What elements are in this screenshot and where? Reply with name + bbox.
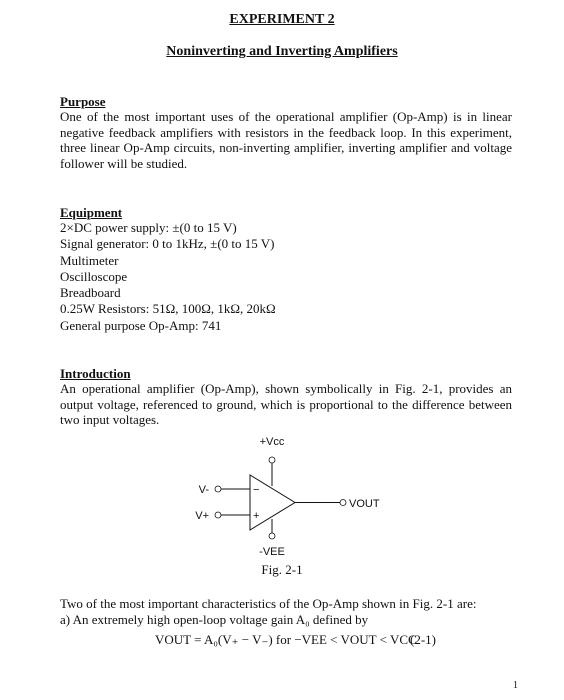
page-title: EXPERIMENT 2 bbox=[229, 12, 335, 27]
vplus-terminal bbox=[215, 512, 221, 518]
equipment-item: 2×DC power supply: ±(0 to 15 V) bbox=[60, 220, 237, 235]
purpose-heading: Purpose bbox=[60, 94, 106, 109]
equipment-item: Breadboard bbox=[60, 285, 121, 301]
figure-caption: Fig. 2-1 bbox=[261, 562, 303, 577]
inverting-input-sign: − bbox=[253, 484, 260, 496]
equipment-item: Multimeter bbox=[60, 252, 119, 268]
characteristics-text: Two of the most important characteristics of the Op-Amp shown in Fig. 2-1 are: bbox=[60, 596, 477, 611]
gain-equation: VOUT = A₀(V₊ − V₋) for −VEE < VOUT < VCC bbox=[155, 632, 417, 647]
vcc-terminal bbox=[269, 457, 275, 463]
introduction-heading: Introduction bbox=[60, 366, 131, 381]
vee-label: -VEE bbox=[259, 546, 285, 558]
vplus-label: V+ bbox=[195, 510, 209, 522]
equipment-item: General purpose Op-Amp: 741 bbox=[60, 317, 222, 333]
vout-terminal bbox=[340, 500, 346, 506]
equipment-heading: Equipment bbox=[60, 205, 123, 220]
vcc-label: +Vcc bbox=[259, 436, 285, 448]
characteristics-item-a: a) An extremely high open-loop voltage gain A₀ defined by bbox=[60, 612, 369, 627]
page-subtitle: Noninverting and Inverting Amplifiers bbox=[166, 44, 398, 59]
page-number: 1 bbox=[513, 680, 518, 691]
purpose-text: One of the most important uses of the operational amplifier (Op-Amp) is in linear negative feedback amplifiers with resistors in the feedback loop. In this experiment, three linear Op-Amp circuits, non-inverting amplifier, inverting amplifier and voltage follower will be studied. bbox=[60, 109, 512, 171]
introduction-text: An operational amplifier (Op-Amp), shown symbolically in Fig. 2-1, provides an output voltage, referenced to ground, which is proportional to the difference between two input voltages. bbox=[60, 381, 512, 428]
vminus-label: V- bbox=[198, 484, 209, 496]
vee-terminal bbox=[269, 533, 275, 539]
vminus-terminal bbox=[215, 486, 221, 492]
vout-label: VOUT bbox=[349, 498, 380, 510]
opamp-diagram bbox=[180, 430, 380, 560]
equipment-item: Oscilloscope bbox=[60, 268, 128, 284]
equipment-item: Signal generator: 0 to 1kHz, ±(0 to 15 V) bbox=[60, 236, 275, 252]
equipment-item: 0.25W Resistors: 51Ω, 100Ω, 1kΩ, 20kΩ bbox=[60, 301, 276, 317]
equation-number: (2-1) bbox=[410, 632, 436, 647]
noninverting-input-sign: + bbox=[253, 510, 260, 522]
equipment-list bbox=[60, 220, 276, 334]
